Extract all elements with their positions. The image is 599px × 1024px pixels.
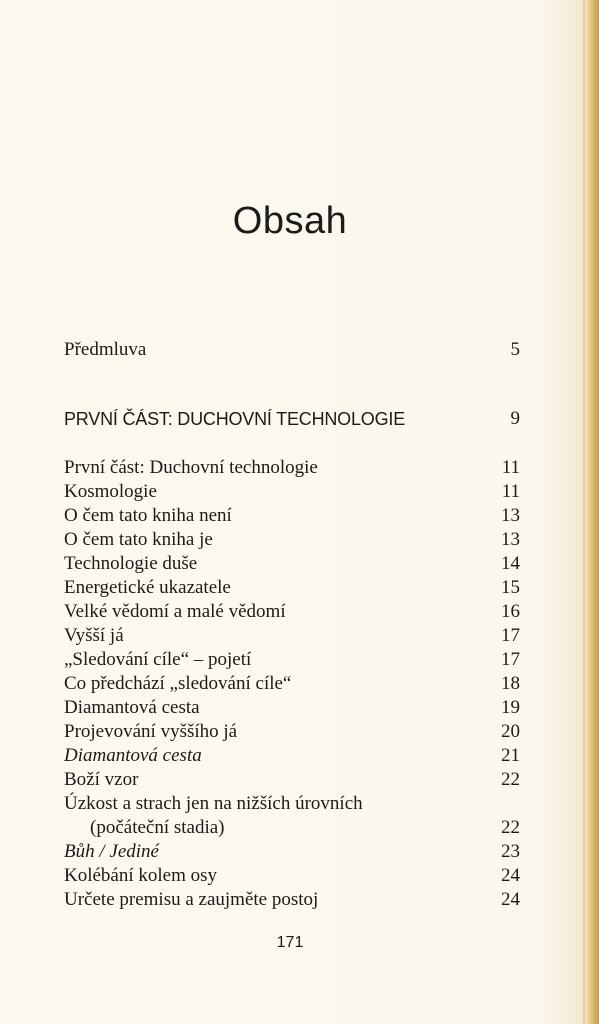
toc-entry-page: 22 [501,817,520,838]
toc-entry-label: Úzkost a strach jen na nižších úrovních [64,793,363,814]
toc-entry-page: 16 [501,601,520,622]
toc-entry-page: 17 [501,649,520,670]
toc-entry-page: 14 [501,553,520,574]
toc-entry-label: Boží vzor [64,769,139,790]
toc-entry-page: 22 [501,769,520,790]
toc-entry-label: Bůh / Jediné [64,841,159,862]
toc-entry-page: 11 [501,481,520,502]
toc-entry-page: 20 [501,721,520,742]
toc-entry-label: Kolébání kolem osy [64,865,218,886]
toc-entry-label: Předmluva [64,339,147,360]
toc-entry-label: Určete premisu a zaujměte postoj [64,889,319,910]
toc-entry-label: Vyšší já [64,625,124,646]
toc-entry-page: 23 [501,841,520,862]
toc-entry-label: Projevování vyššího já [64,721,238,742]
toc-entry-page: 21 [501,745,520,766]
toc-entry-label: Kosmologie [64,481,157,502]
toc-entry-page: 11 [501,457,520,478]
toc-entry-label: Co předchází „sledování cíle“ [64,673,292,694]
toc-entry-page: 13 [501,505,520,526]
toc-entry-page: 24 [501,889,520,910]
toc-entry-label: PRVNÍ ČÁST: DUCHOVNÍ TECHNOLOGIE [64,409,405,429]
toc-entry-page: 19 [501,697,520,718]
page-edge [587,0,599,1024]
page-edge-line [583,0,585,1024]
toc-entry-label: O čem tato kniha je [64,529,213,550]
toc-entry-label: Diamantová cesta [64,745,202,766]
toc-entry-label: O čem tato kniha není [64,505,232,526]
toc-entry-page: 5 [510,339,520,360]
toc-entry-label: Energetické ukazatele [64,577,231,598]
toc-entry-page: 17 [501,625,520,646]
toc-entry-label: „Sledování cíle“ – pojetí [64,649,252,670]
toc-entry-label: První část: Duchovní technologie [64,457,318,478]
toc-entry-label: (počáteční stadia) [90,817,225,838]
toc-entry-label: Technologie duše [64,553,198,574]
toc-entry-page: 18 [501,673,520,694]
page-number: 171 [276,934,304,951]
toc-entry-label: Velké vědomí a malé vědomí [64,601,286,622]
toc-entry-page: 24 [501,865,520,886]
page-title: Obsah [232,200,348,242]
toc-entry-page: 15 [501,577,520,598]
toc-entry-page: 13 [501,529,520,550]
toc-entry-label: Diamantová cesta [64,697,200,718]
toc-entry-page: 9 [510,408,520,429]
